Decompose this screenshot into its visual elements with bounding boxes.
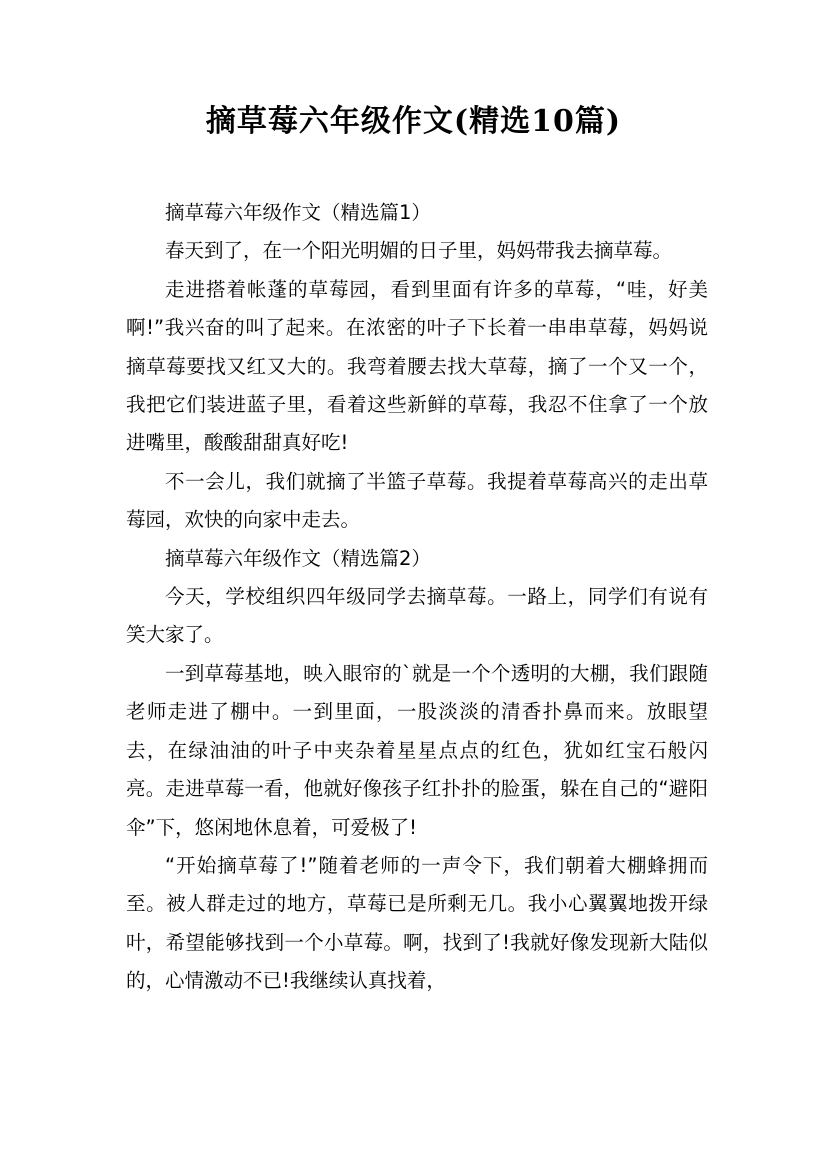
- paragraph: 今天，学校组织四年级同学去摘草莓。一路上，同学们有说有笑大家了。: [126, 585, 708, 647]
- paragraph: 不一会儿，我们就摘了半篮子草莓。我提着草莓高兴的走出草莓园，欢快的向家中走去。: [126, 469, 708, 532]
- document-body: [126, 194, 708, 1001]
- paragraph: “开始摘草莓了!”随着老师的一声令下，我们朝着大棚蜂拥而至。被人群走过的地方，草莓已是所剩无几。我小心翼翼地拨开绿叶，希望能够找到一个小草莓。啊，找到了!我就好像发现新大陆似的，心情激动不已!我继续认真找着，: [126, 853, 708, 993]
- section-heading: 摘草莓六年级作文（精选篇2）: [165, 546, 431, 570]
- document-title: 摘草莓六年级作文(精选10篇): [205, 104, 622, 139]
- paragraph: 春天到了，在一个阳光明媚的日子里，妈妈带我去摘草莓。: [165, 239, 673, 263]
- paragraph: 走进搭着帐蓬的草莓园，看到里面有许多的草莓，“哇，好美啊!”我兴奋的叫了起来。在浓密的叶子下长着一串串草莓，妈妈说摘草莓要找又红又大的。我弯着腰去找大草莓，摘了一个又一个， 我把它们装进蓝子里，看着这些新鲜的草莓，我忍不住拿了一个放进嘴里，酸酸甜甜真好吃!: [126, 277, 708, 455]
- paragraph: 一到草莓基地，映入眼帘的`就是一个个透明的大棚，我们跟随老师走进了棚中。一到里面，一股淡淡的清香扑鼻而来。放眼望去，在绿油油的叶子中夹杂着星星点点的红色，犹如红宝石般闪亮。走进草莓一看，他就好像孩子红扑扑的脸蛋，躲在自己的“避阳伞”下，悠闲地休息着，可爱极了!: [126, 661, 708, 839]
- section-heading: 摘草莓六年级作文（精选篇1）: [165, 201, 431, 224]
